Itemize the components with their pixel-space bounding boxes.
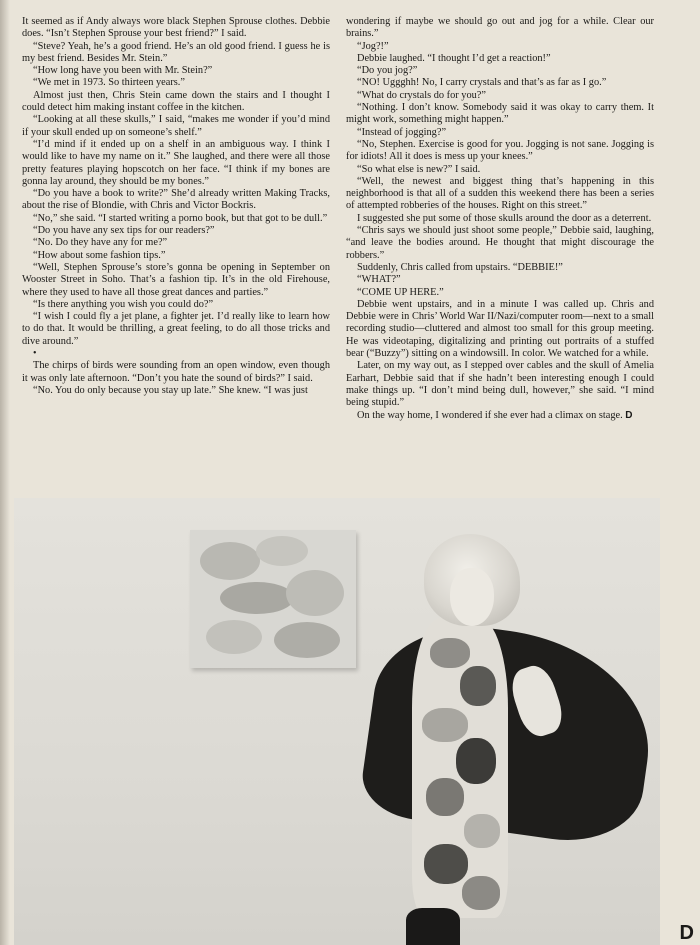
paragraph: Later, on my way out, as I stepped over cables and the skull of Amelia Earhart, Debbie said that if she hadn’t been interesting enough I could make things up. “I don’t mind being dull, however,” she said. “I mind being stupid.” <box>346 360 654 409</box>
paragraph: “Steve? Yeah, he’s a good friend. He’s an old good friend. I guess he is my best friend. Besides Mr. Stein.” <box>22 40 330 64</box>
paragraph: The chirps of birds were sounding from an open window, even though it was only late afternoon. “Don’t you hate the sound of birds?” I said. <box>22 360 330 384</box>
right-text-column <box>346 16 654 422</box>
left-text-column <box>22 16 330 397</box>
paragraph: Debbie laughed. “I thought I’d get a reaction!” <box>357 52 551 64</box>
paragraph: “What do crystals do for you?” <box>357 89 486 101</box>
jacket <box>357 613 660 850</box>
paragraph: “No, Stephen. Exercise is good for you. Jogging is not sane. Jogging is for idiots! All it does is mess up your knees.” <box>346 138 654 163</box>
face <box>450 568 494 626</box>
paragraph: “Do you have any sex tips for our readers?” <box>33 225 215 237</box>
paragraph: “Nothing. I don’t know. Somebody said it was okay to carry them. It might work, something might happen.” <box>346 102 654 126</box>
paragraph: “Is there anything you wish you could do?” <box>33 298 214 310</box>
end-mark: D <box>625 409 633 421</box>
paragraph: “How long have you been with Mr. Stein?” <box>33 65 213 77</box>
paragraph: “Well, the newest and biggest thing that’s happening in this neighborhood is that all of a sudden this weekend there has been a series of attempted robberies of the houses. Right on this street.” <box>346 175 654 212</box>
paragraph: “Jog?!” <box>357 40 389 52</box>
paragraph: “I’d mind if it ended up on a shelf in an ambiguous way. I think I would like to have my name on it.” She laughed, and there were all those pretty features playing hopscotch on her face. “I think if my bones are gonna lay around, they should be my bones.” <box>22 138 330 187</box>
corner-end-mark: D <box>679 922 694 944</box>
paragraph: “Looking at all these skulls,” I said, “makes me wonder if you’d mind if your skull ended up on someone’s shelf.” <box>22 114 330 138</box>
paragraph: “I wish I could fly a jet plane, a fighter jet. I’d really like to learn how to do that. It would be thrilling, a great feeling, to do all those tricks and dive around.” <box>22 311 330 347</box>
paragraph: “No. You do only because you stay up late.” She knew. “I was just <box>33 384 308 396</box>
paragraph: “WHAT?” <box>357 274 401 286</box>
paragraph: “NO! Uggghh! No, I carry crystals and that’s as far as I go.” <box>357 77 607 89</box>
paragraph: “Do you have a book to write?” She’d already written Making Tracks, about the rise of Blondie, with Chris and Victor Bockris. <box>22 188 330 212</box>
page-gutter-shadow <box>0 0 10 945</box>
paragraph: wondering if maybe we should go out and jog for a while. Clear our brains.” <box>346 16 654 40</box>
paragraph: Suddenly, Chris called from upstairs. “DEBBIE!” <box>357 261 563 273</box>
last-paragraph-text: On the way home, I wondered if she ever had a climax on stage. <box>357 409 623 421</box>
paragraph: “COME UP HERE.” <box>357 286 444 298</box>
paragraph: “How about some fashion tips.” <box>33 249 166 261</box>
leg <box>406 908 460 945</box>
paragraph: “Well, Stephen Sprouse’s store’s gonna be opening in September on Wooster Street in Soho. That’s a fashion tip. It’s in the old Firehouse, where they used to have all those great dances and parties.” <box>22 261 330 298</box>
paragraph: “Do you jog?” <box>357 65 418 77</box>
wall-painting <box>190 530 356 668</box>
paragraph: “No. Do they have any for me?” <box>33 237 168 249</box>
paragraph: Debbie went upstairs, and in a minute I was called up. Chris and Debbie were in Chris’ World War II/Nazi/computer room—next to a small recording studio—cluttered and almost too small for this group meeting. He was videotaping, digitalizing and printing out portraits of a stuffed bear (“Buzzy”) sitting on a windowsill. In color. We watched for a while. <box>346 298 654 360</box>
photograph <box>14 498 660 945</box>
paragraph: “No,” she said. “I started writing a porno book, but that got to be dull.” <box>33 212 328 224</box>
paragraph: “Chris says we should just shoot some people,” Debbie said, laughing, “and leave the bodies around. He thought that might discourage the robbers.” <box>346 225 654 261</box>
paragraph: I suggested she put some of those skulls around the door as a deterrent. <box>357 212 652 224</box>
paragraph: Almost just then, Chris Stein came down the stairs and I thought I could detect him making instant coffee in the kitchen. <box>22 89 330 114</box>
camo-dress <box>412 618 508 918</box>
section-separator: • <box>33 348 37 360</box>
paragraph: “So what else is new?” I said. <box>357 163 481 175</box>
paragraph: “Instead of jogging?” <box>357 126 447 138</box>
paragraph: It seemed as if Andy always wore black Stephen Sprouse clothes. Debbie does. “Isn’t Stephen Sprouse your best friend?” I said. <box>22 16 330 40</box>
paragraph: “We met in 1973. So thirteen years.” <box>33 77 185 89</box>
paragraph-last <box>346 410 654 422</box>
